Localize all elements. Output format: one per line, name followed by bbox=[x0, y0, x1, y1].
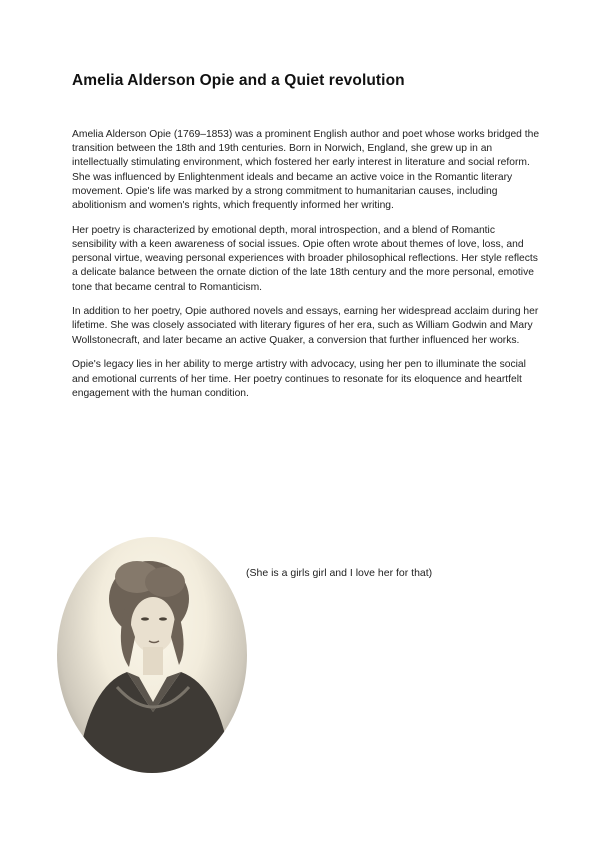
portrait-engraving-icon bbox=[57, 537, 247, 773]
paragraph-novels-essays: In addition to her poetry, Opie authored novels and essays, earning her widespread acclaim during her lifetime. She was closely associated with literary figures of her era, such as William Godwin and Mary Wollstonecraft, and later became an active Quaker, a conversion that further influenced her works. bbox=[72, 306, 539, 346]
image-caption: (She is a girls girl and I love her for that) bbox=[246, 567, 433, 579]
paragraph-intro: Amelia Alderson Opie (1769–1853) was a prominent English author and poet whose works bridged the transition between the 18th and 19th centuries. Born in Norwich, England, she grew up in an intellectually stimulating environment, which fostered her early interest in literature and social reform. She was influenced by Enlightenment ideals and became an active voice in the Romantic literary movement. Opie's life was marked by a strong commitment to humanitarian causes, including abolitionism and women's rights, which frequently informed her writing. bbox=[72, 129, 540, 212]
portrait-image bbox=[57, 537, 247, 773]
document-body bbox=[72, 128, 542, 411]
document-title: Amelia Alderson Opie and a Quiet revolution bbox=[72, 72, 405, 89]
paragraph-poetry-style: Her poetry is characterized by emotional depth, moral introspection, and a blend of Romantic sensibility with a keen awareness of social issues. Opie often wrote about themes of love, loss, and personal virtue, weaving personal experiences with broader philosophical reflections. Her style reflects a delicate balance between the ornate diction of the late 18th century and the more personal, emotive tone that became central to Romanticism. bbox=[72, 224, 538, 293]
paragraph-legacy: Opie's legacy lies in her ability to merge artistry with advocacy, using her pen to illuminate the social and emotional currents of her time. Her poetry continues to resonate for its eloquence and heartfelt engagement with the human condition. bbox=[72, 359, 526, 399]
